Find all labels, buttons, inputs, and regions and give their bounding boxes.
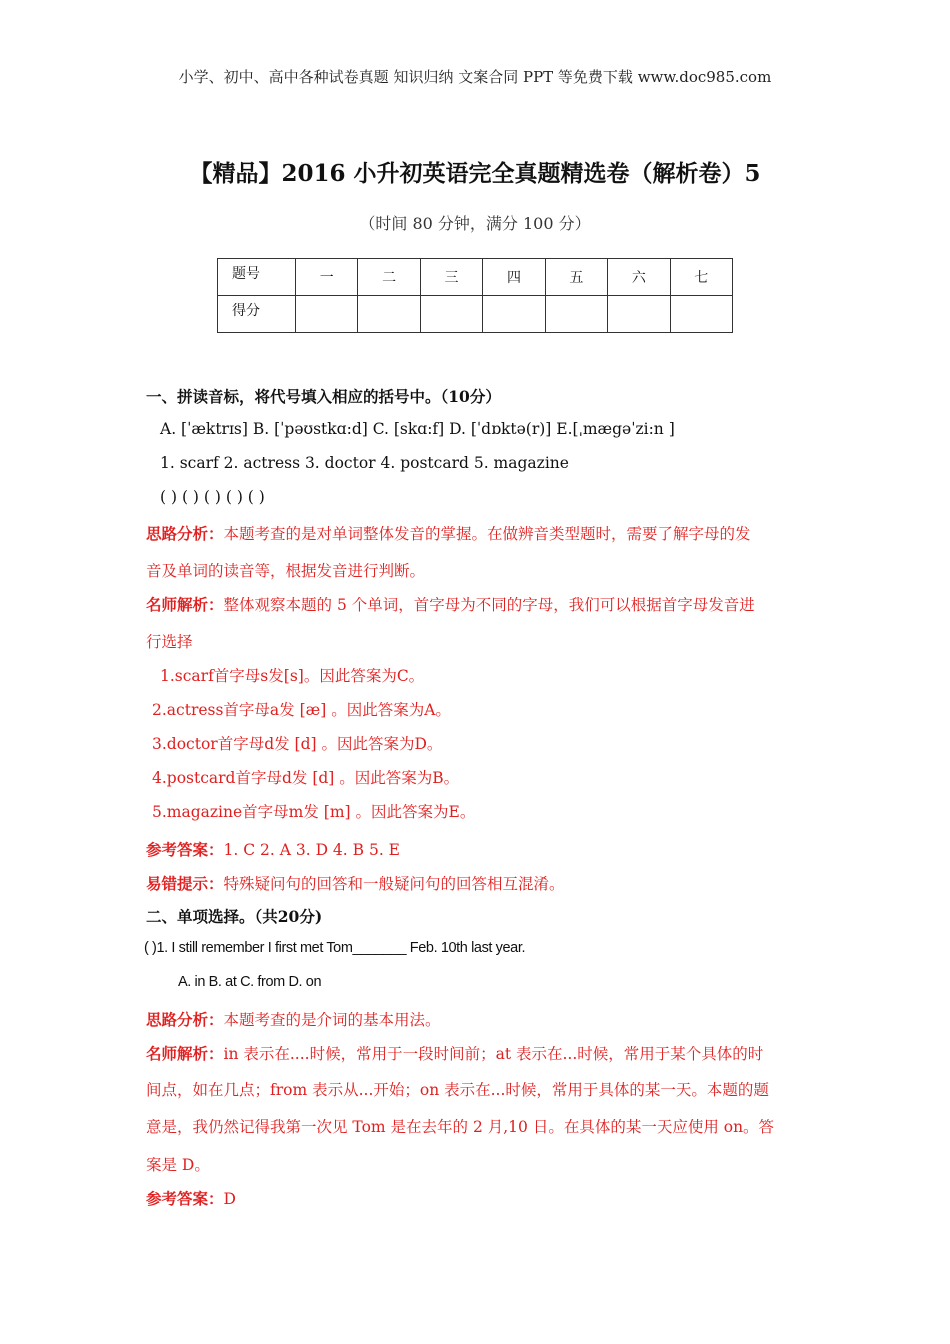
section1-heading: 一、拼读音标，将代号填入相应的括号中。（10分） — [146, 387, 501, 406]
page-subtitle: （时间 80 分钟，满分 100 分） — [359, 214, 591, 233]
answer-blanks: ( ) ( ) ( ) ( ) ( ) — [160, 488, 265, 506]
explanation-item: 1.scarf首字母s发[s]。因此答案为C。 — [160, 667, 425, 685]
section2-answer — [146, 1187, 236, 1209]
score-table-row-label: 题号 — [218, 259, 296, 296]
answer-text: 1. C 2. A 3. D 4. B 5. E — [223, 841, 400, 859]
score-table-column: 五 — [545, 259, 607, 296]
score-table-column: 六 — [608, 259, 670, 296]
teacher-label: 名师解析： — [146, 1044, 224, 1063]
section1-tip — [146, 872, 565, 894]
score-table-row-label: 得分 — [218, 296, 296, 333]
section1-answer — [146, 838, 400, 860]
score-cell — [483, 296, 545, 333]
teacher-text-cont: 行选择 — [146, 633, 193, 651]
answer-label: 参考答案： — [146, 1189, 224, 1208]
section2-analysis — [146, 1008, 441, 1030]
answer-label: 参考答案： — [146, 840, 224, 859]
analysis-text-cont: 音及单词的读音等，根据发音进行判断。 — [146, 562, 426, 580]
score-cell — [420, 296, 482, 333]
score-cell — [545, 296, 607, 333]
section2-heading: 二、单项选择。（共20分) — [146, 907, 323, 926]
section1-analysis — [146, 522, 751, 544]
analysis-label: 思路分析： — [146, 1010, 224, 1029]
explanation-item: 5.magazine首字母m发 [m] 。因此答案为E。 — [152, 803, 476, 821]
score-cell — [296, 296, 358, 333]
analysis-text: 本题考查的是对单词整体发音的掌握。在做辨音类型题时，需要了解字母的发 — [223, 525, 751, 543]
analysis-label: 思路分析： — [146, 524, 224, 543]
tip-text: 特殊疑问句的回答和一般疑问句的回答相互混淆。 — [223, 875, 565, 893]
question-1: ( )1. I still remember I first met Tom_______ Feb. 10th last year. — [144, 940, 526, 956]
score-cell — [358, 296, 420, 333]
score-table-column: 一 — [296, 259, 358, 296]
phonetic-options: A. [ˈæktrɪs] B. [ˈpəʊstkɑ:d] C. [skɑ:f] D. [ˈdɒktə(r)] E.[ˌmægəˈzi:n ] — [160, 420, 675, 438]
teacher-text: in 表示在....时候，常用于一段时间前；at 表示在...时候，常用于某个具体的时 — [223, 1045, 764, 1063]
word-list: 1. scarf 2. actress 3. doctor 4. postcard 5. magazine — [160, 454, 569, 472]
teacher-text-cont: 案是 D。 — [146, 1156, 210, 1174]
page-header: 小学、初中、高中各种试卷真题 知识归纳 文案合同 PPT 等免费下载 www.doc985.com — [178, 68, 772, 86]
score-table-column: 二 — [358, 259, 420, 296]
explanation-item: 2.actress首字母a发 [æ] 。因此答案为A。 — [152, 701, 451, 719]
tip-label: 易错提示： — [146, 874, 224, 893]
score-table-score-row — [218, 296, 733, 333]
score-cell — [670, 296, 732, 333]
score-table-column: 七 — [670, 259, 732, 296]
teacher-text: 整体观察本题的 5 个单词，首字母为不同的字母，我们可以根据首字母发音进 — [223, 596, 755, 614]
question-1-choices: A. in B. at C. from D. on — [178, 974, 322, 990]
answer-text: D — [223, 1190, 236, 1208]
explanation-item: 3.doctor首字母d发 [d] 。因此答案为D。 — [152, 735, 443, 753]
teacher-label: 名师解析： — [146, 595, 224, 614]
score-table-column: 四 — [483, 259, 545, 296]
teacher-text-cont: 间点，如在几点；from 表示从...开始；on 表示在...时候，常用于具体的某一天。本题的题 — [146, 1081, 769, 1099]
analysis-text: 本题考查的是介词的基本用法。 — [223, 1011, 441, 1029]
score-table-header-row — [218, 259, 733, 296]
explanation-item: 4.postcard首字母d发 [d] 。因此答案为B。 — [152, 769, 460, 787]
teacher-text-cont: 意是，我仍然记得我第一次见 Tom 是在去年的 2 月,10 日。在具体的某一天应使用 on。答 — [146, 1118, 775, 1136]
score-cell — [608, 296, 670, 333]
section2-teacher — [146, 1042, 763, 1064]
page-title: 【精品】2016 小升初英语完全真题精选卷（解析卷）5 — [189, 160, 761, 187]
score-table — [217, 258, 733, 333]
score-table-column: 三 — [420, 259, 482, 296]
section1-teacher — [146, 593, 755, 615]
